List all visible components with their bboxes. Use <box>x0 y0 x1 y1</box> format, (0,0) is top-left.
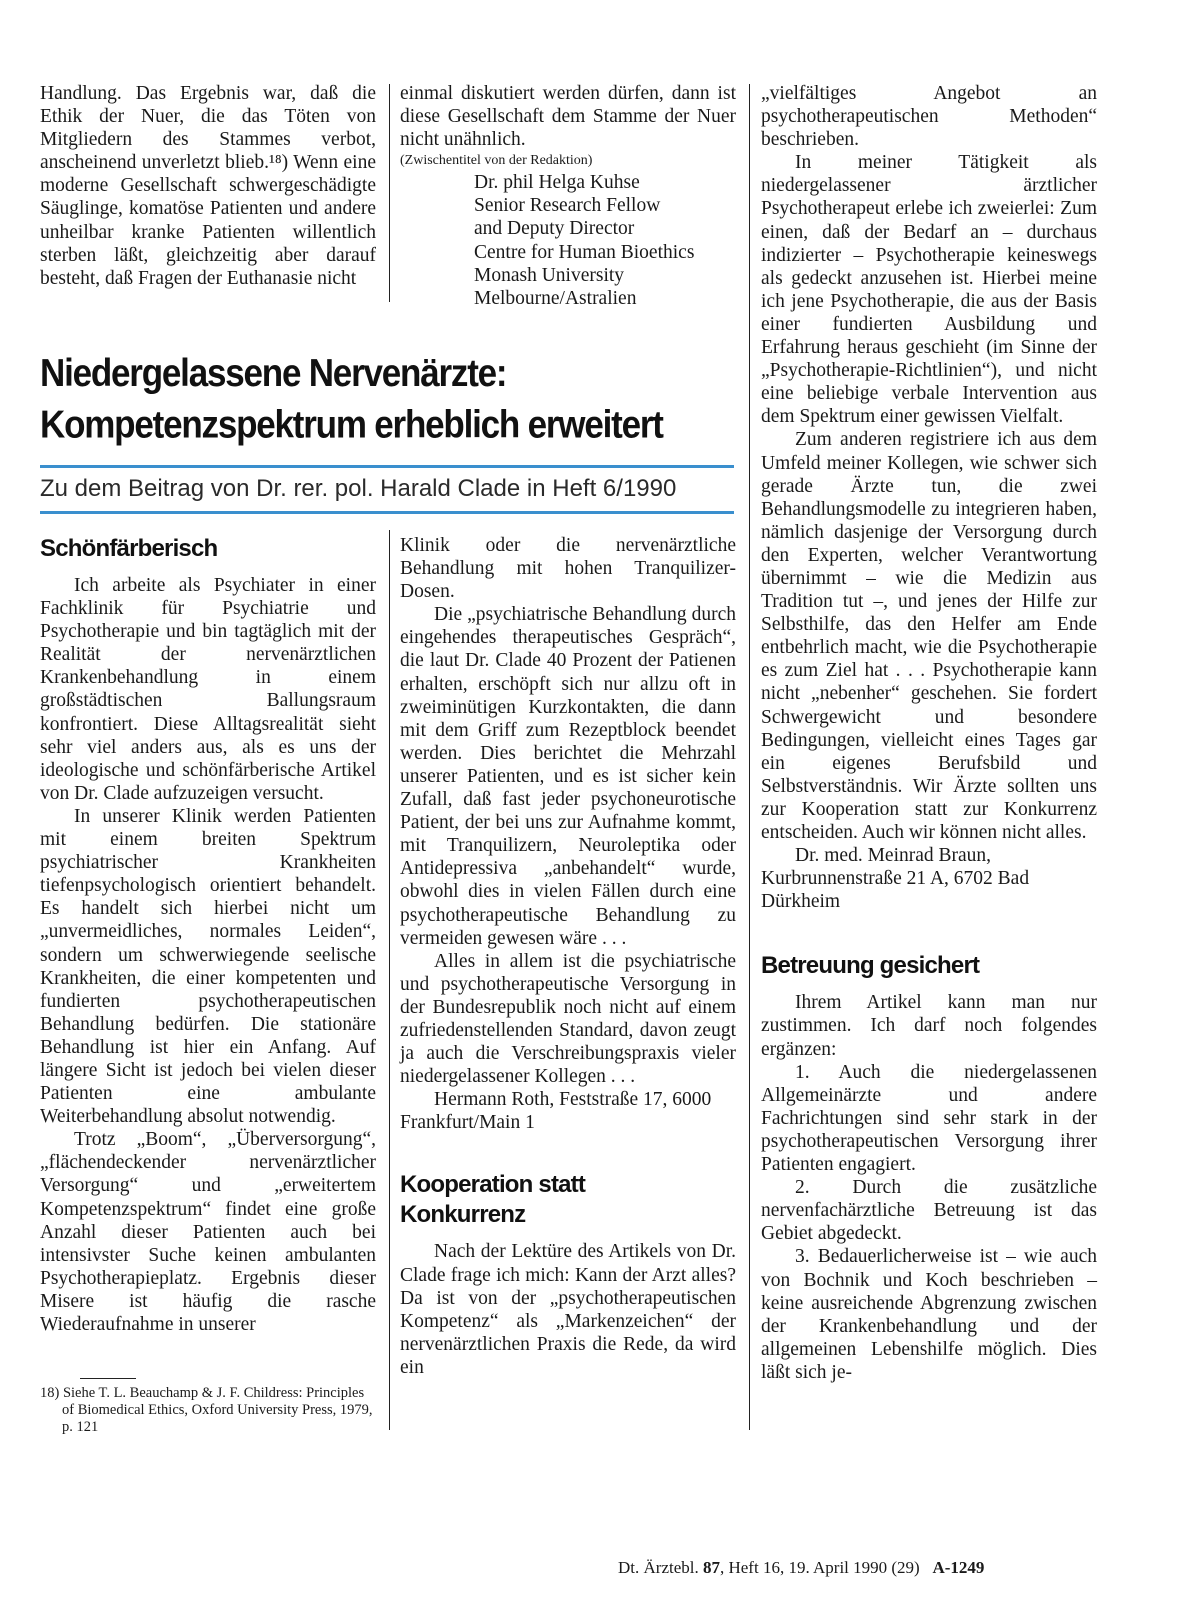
author-line: Monash University <box>474 264 625 286</box>
letter-column-1 <box>40 534 376 1336</box>
paragraph: Handlung. Das Ergebnis war, daß die Ethik der Nuer, die das Töten von Mitgliedern des Stammes verbot, anscheinend unverletzt blieb.¹⁸) Wenn eine moderne Gesellschaft schwergeschädigte Säuglinge, komatöse Patienten und andere unheilbar kranke Patienten willentlich sterben läßt, gleichzeitig aber darauf besteht, daß Fragen der Euthanasie nicht <box>40 83 376 289</box>
title-line: Konkurrenz <box>400 1201 526 1229</box>
footnote-body: Siehe T. L. Beauchamp & J. F. Childress: Principles of Biomedical Ethics, Oxford University Press, 1979, p. 121 <box>62 1385 373 1435</box>
column-rule <box>389 84 390 302</box>
letter-title-kooperation <box>400 1170 736 1230</box>
column-rule <box>389 530 390 1430</box>
paragraph: einmal diskutiert werden dürfen, dann ist diese Gesellschaft dem Stamme der Nuer nicht unähnlich. <box>400 83 736 151</box>
author-line: Centre for Human Bioethics <box>474 241 695 263</box>
paragraph: 1. Auch die niedergelassenen Allgemeinärzte und andere Fachrichtungen sind sehr stark in der psychotherapeutischen Versorgung ihrer Patienten engagiert. <box>761 1061 1097 1176</box>
paragraph: Die „psychiatrische Behandlung durch eingehendes therapeutisches Gespräch“, die laut Dr. Clade 40 Prozent der Patienen erhalten, erschöpft sich nur allzu oft in zweiminütigen Kurzkontakten, die dann mit dem Griff zum Rezeptblock beendet werden. Dies berichtet die Mehrzahl unserer Patienten, und es ist sicher kein Zufall, daß fast jeder psychoneurotische Patient, der bei uns zur Aufnahme kommt, mit Tranquilizern, Neuroleptika oder Antidepressiva „anbehandelt“ wurde, obwohl dies in vielen Fällen durch eine psychotherapeutische Behandlung zu vermeiden gewesen wäre . . . <box>400 604 736 949</box>
author-line: Senior Research Fellow <box>474 195 661 217</box>
headline-line-1: Niedergelassene Nervenärzte: <box>40 351 507 396</box>
issue-date: , Heft 16, 19. April 1990 (29) <box>719 1558 920 1577</box>
article-headline <box>40 348 663 451</box>
paragraph: In unserer Klinik werden Patienten mit einem breiten Spektrum psychiatrischer Krankheiten tiefenpsychologisch orientiert behandelt. Es handelt sich hierbei nicht um „unvermeidliches, normales Leiden“, sondern um schwerwiegende seelische Krankheiten, die einer kompetenten und fundierten psychotherapeutischen Behandlung bedürfen. Die stationäre Behandlung ist hier ein Anfang. Auf längere Sicht ist jedoch bei vielen dieser Patienten eine ambulante Weiterbehandlung absolut notwendig. <box>40 805 376 1128</box>
top-column-2 <box>400 82 736 310</box>
paragraph: Ich arbeite als Psychiater in einer Fachklinik für Psychiatrie und Psychotherapie und bin tagtäglich mit der Realität der nervenärztlichen Krankenbehandlung in einem großstädtischen Ballungsraum konfrontiert. Diese Alltagsrealität sieht sehr viel anders aus, als es uns der ideologische und schönfärberische Artikel von Dr. Clade aufzuzeigen versucht. <box>40 575 376 804</box>
journal-name: Dt. Ärztebl. <box>618 1558 699 1577</box>
paragraph: Zum anderen registriere ich aus dem Umfeld meiner Kollegen, wie schwer sich gerade Ärzte tun, die zwei Behandlungsmodelle zu integrieren haben, nämlich dasjenige der Versorgung durch den Experten, welcher Verantwortung übernimmt – wie die Medizin aus Tradition tut –, und jenes der Hilfe zur Selbsthilfe, das den Helfer am Ende entbehrlich macht, wie die Psychotherapie es zum Ziel hat . . . Psychotherapie kann nicht „nebenher“ geschehen. Sie fordert Schwergewicht und besondere Bedingungen, vielleicht eines Tages gar ein eigenes Berufsbild und Selbstverständnis. Wir Ärzte sollten uns zur Kooperation statt zur Konkurrenz entscheiden. Auch wir können nicht alles. <box>761 429 1097 843</box>
author-line: Melbourne/Astralien <box>474 287 637 309</box>
headline-line-2: Kompetenzspektrum erheblich erweitert <box>40 402 663 447</box>
article-subheadline: Zu dem Beitrag von Dr. rer. pol. Harald Clade in Heft 6/1990 <box>40 475 677 502</box>
paragraph: 2. Durch die zusätzliche nervenfachärztliche Betreuung ist das Gebiet abgedeckt. <box>761 1177 1097 1245</box>
letter-column-3 <box>761 82 1097 1384</box>
headline-rule-bottom <box>40 511 734 514</box>
top-column-1 <box>40 82 376 290</box>
letter-column-2 <box>400 534 736 1379</box>
page-footer <box>618 1557 984 1579</box>
footnote-text <box>40 1385 376 1436</box>
paragraph: Klinik oder die nervenärztliche Behandlung mit hohen Tranquilizer-Dosen. <box>400 535 736 603</box>
author-line: and Deputy Director <box>474 218 635 240</box>
column-rule <box>749 84 750 1430</box>
letter-title-schoenfaerberisch: Schönfärberisch <box>40 535 218 562</box>
title-line: Kooperation statt <box>400 1171 586 1199</box>
footnote <box>40 1378 376 1436</box>
page-number: A-1249 <box>932 1558 985 1577</box>
paragraph: „vielfältiges Angebot an psychotherapeutischen Methoden“ beschrieben. <box>761 83 1097 151</box>
editorial-note: (Zwischentitel von der Redaktion) <box>400 153 593 169</box>
paragraph: Nach der Lektüre des Artikels von Dr. Clade frage ich mich: Kann der Arzt alles? Da ist von der „psychotherapeutischen Kompetenz“ als „Markenzeichen“ der nervenärztlichen Praxis die Rede, da wird ein <box>400 1241 736 1378</box>
paragraph: 3. Bedauerlicherweise ist – wie auch von Bochnik und Koch beschrieben – keine ausreichende Abgrenzung zwischen der Krankenbehandlung und der allgemeinen Lebenshilfe möglich. Dies läßt sich je- <box>761 1246 1097 1383</box>
paragraph: Ihrem Artikel kann man nur zustimmen. Ich darf noch folgendes ergänzen: <box>761 992 1097 1060</box>
paragraph: In meiner Tätigkeit als niedergelassener ärztlicher Psychotherapeut erlebe ich zweierlei: Zum einen, daß der Bedarf an – durchaus indizierter – Psychotherapie keineswegs als gedeckt anzusehen ist. Hierbei meine ich jene Psychotherapie, die aus der Basis einer fundierten Ausbildung und Erfahrung heraus geschieht (im Sinne der „Psychotherapie-Richtlinien“), und nicht eine beliebige verbale Intervention aus dem Spektrum einer gewissen Vielfalt. <box>761 152 1097 428</box>
footnote-marker: 18) <box>40 1385 60 1401</box>
paragraph: Trotz „Boom“, „Überversorgung“, „flächendeckender nervenärztlicher Versorgung“ und „erweitertem Kompetenzspektrum“ findet eine große Anzahl dieser Patienten auch bei intensivster Suche keinen ambulanten Psychotherapieplatz. Ergebnis dieser Misere ist häufig die rasche Wiederaufnahme in unserer <box>40 1129 376 1335</box>
author-line: Dr. phil Helga Kuhse <box>474 172 640 194</box>
author-block <box>400 171 736 310</box>
headline-rule-top <box>40 465 734 468</box>
paragraph: Alles in allem ist die psychiatrische und psychotherapeutische Versorgung in der Bundesrepublik noch nicht auf einem zufriedenstellenden Standard, davon zeugt ja auch die Verschreibungspraxis vieler niedergelassener Kollegen . . . <box>400 950 736 1088</box>
footnote-rule <box>80 1378 136 1379</box>
letter-signature: Dr. med. Meinrad Braun, Kurbrunnenstraße 21 A, 6702 Bad Dürkheim <box>761 845 1030 913</box>
letter-signature: Hermann Roth, Feststraße 17, 6000 Frankfurt/Main 1 <box>400 1089 712 1134</box>
volume-number: 87 <box>702 1558 720 1577</box>
letter-title-betreuung: Betreuung gesichert <box>761 952 980 980</box>
